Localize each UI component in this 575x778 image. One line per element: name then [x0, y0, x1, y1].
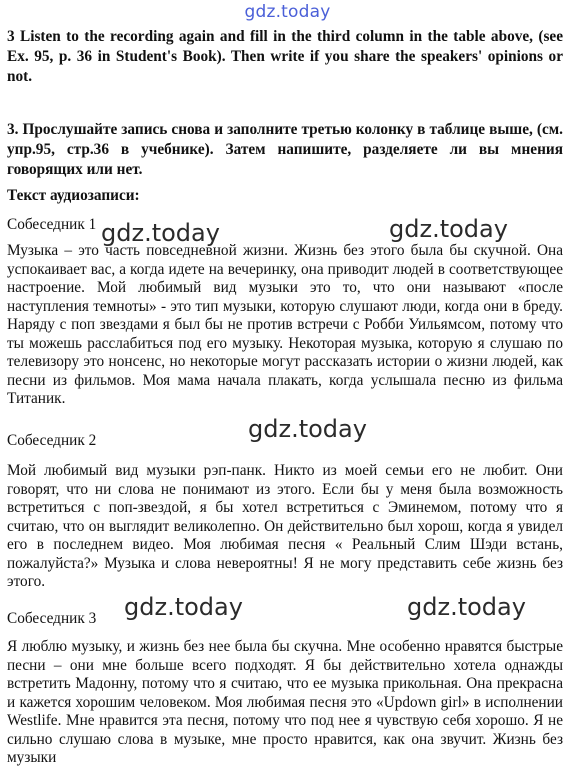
watermark: gdz.today: [389, 215, 508, 243]
watermark: gdz.today: [407, 593, 526, 621]
speaker-3-text: Я люблю музыку, и жизнь без нее была бы скучна. Мне особенно нравятся быстрые песни – они мне больше всего подходят. Я бы действительно хотела однажды встретить Мадонну, потому что я считаю, что ее музыка прикольная. Она прекрасна и кажется хорошим человеком. Моя любимая песня это «Updown girl» в исполнении Westlife. Мне нравится эта песня, потому что под нее я чувствую себя хорошо. Я не сильно слушаю слова в музыке, мне просто нравится, как она звучит. Жизнь без музыки: [7, 638, 563, 766]
speaker-2-label: Собеседник 2: [7, 432, 97, 449]
speaker-1-label: Собеседник 1: [7, 216, 97, 233]
task-instruction-en: 3 Listen to the recording again and fill in the third column in the table above, (see Ex. 95, p. 36 in Student's Book). Then write if you share the speakers' opinions or not.: [7, 28, 563, 85]
task-instruction-ru: 3. Прослушайте запись снова и заполните третью колонку в таблице выше, (см. упр.95, стр.36 в учебнике). Затем напишите, разделяете ли вы мнения говорящих или нет.: [7, 121, 563, 178]
audio-transcript-heading: Текст аудиозаписи:: [7, 187, 140, 204]
watermark: gdz.today: [248, 415, 367, 443]
watermark: gdz.today: [101, 219, 220, 247]
site-logo[interactable]: gdz.today: [244, 2, 331, 22]
watermark: gdz.today: [124, 593, 243, 621]
speaker-3-label: Собеседник 3: [7, 610, 97, 627]
speaker-1-text: Музыка – это часть повседневной жизни. Жизнь без этого была бы скучной. Она успокаивает вас, а когда идете на вечеринку, она приводит людей в соответствующее настроение. Мой любимый вид музыки это то, что они называют «после наступления темноты» - это тип музыки, которую слушают люди, когда они в бреду. Наряду с поп звездами я был бы не против встречи с Робби Уильямсом, потому что ты можешь расслабиться под его музыку. Некоторая музыка, которую я слушаю по телевизору это нонсенс, но некоторые могут рассказать истории о жизни людей, как песни из фильмов. Моя мама начала плакать, когда услышала песню из фильма Титаник.: [7, 242, 563, 407]
speaker-2-text: Мой любимый вид музыки рэп-панк. Никто из моей семьи его не любит. Они говорят, что ни слова не понимают из этого. Если бы у меня была возможность встретиться с поп-звездой, я бы хотел встретиться с Эминемом, потому что я считаю, что он выглядит великолепно. Он действительно был хорош, когда я увидел его в последнем видео. Моя любимая песня « Реальный Слим Шэди встань, пожалуйста?» Музыка и слова невероятны! Я не могу представить себе жизнь без этого.: [7, 462, 563, 590]
